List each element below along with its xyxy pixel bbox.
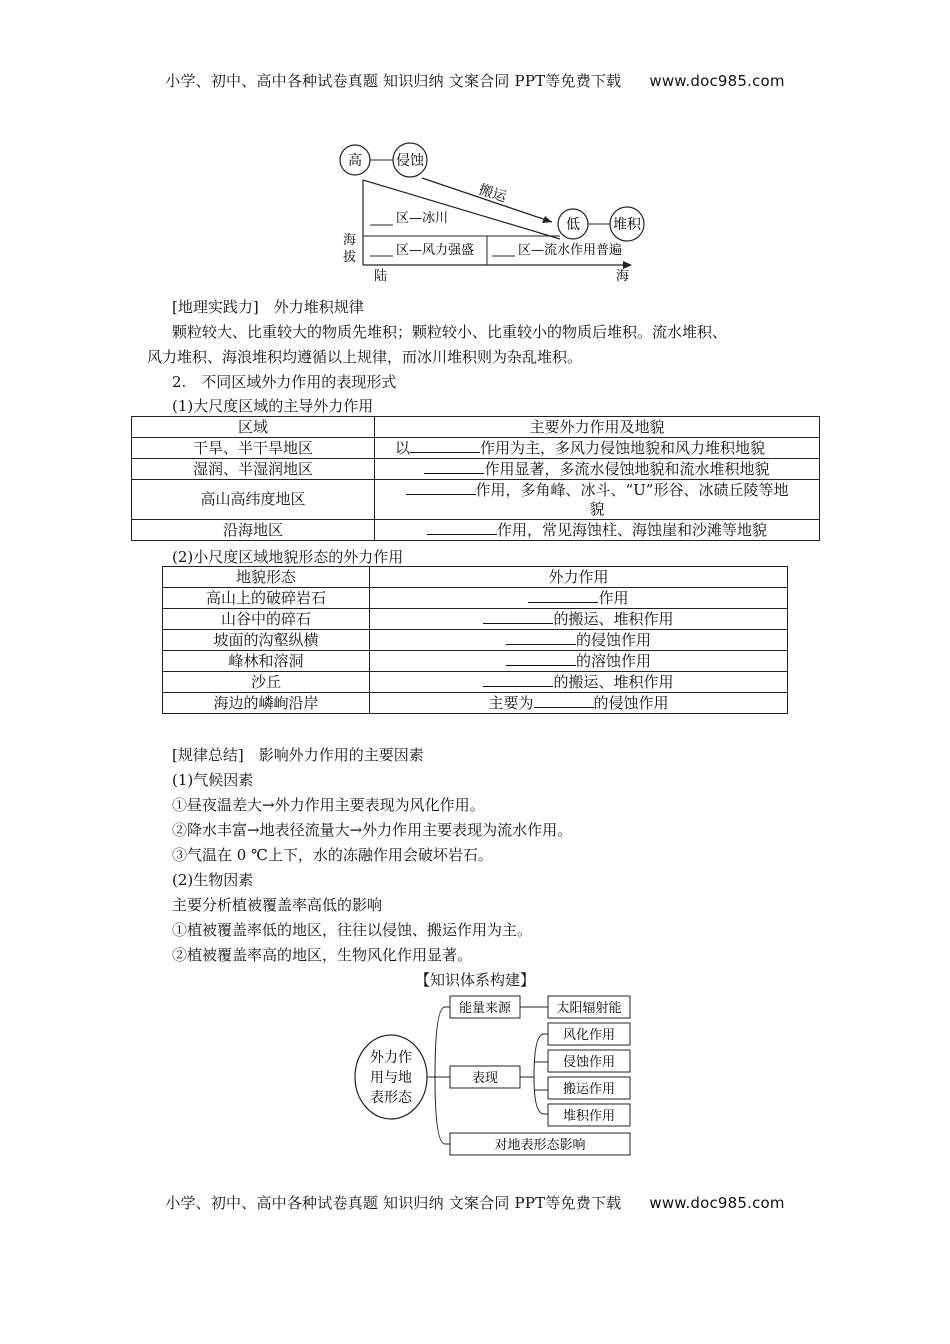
deposition-box: 堆积作用 bbox=[562, 1109, 616, 1124]
summary-c2: ②降水丰富→地表径流量大→外力作用主要表现为流水作用。 bbox=[172, 821, 573, 839]
page-header bbox=[0, 70, 950, 91]
table-row bbox=[163, 630, 788, 651]
center-line2: 用与地 bbox=[370, 1070, 412, 1086]
table1-effect: 作用为主，多风力侵蚀地貌和风力堆积地貌 bbox=[480, 439, 766, 457]
transport-label: 搬运 bbox=[476, 181, 509, 206]
low-label: 低 bbox=[566, 217, 580, 233]
table2-form: 峰林和溶洞 bbox=[163, 651, 370, 672]
practice-line1: 颗粒较大、比重较大的物质先堆积；颗粒较小、比重较小的物质后堆积。流水堆积、 bbox=[172, 323, 728, 341]
table1-header-effect: 主要外力作用及地貌 bbox=[375, 417, 820, 438]
table2-form: 沙丘 bbox=[163, 672, 370, 693]
footer-text: 小学、初中、高中各种试卷真题 知识归纳 文案合同 PPT等免费下载 bbox=[165, 1194, 622, 1212]
table-row bbox=[132, 520, 820, 541]
summary-b1: ①植被覆盖率低的地区，往往以侵蚀、搬运作用为主。 bbox=[172, 921, 533, 939]
practice-line2: 风力堆积、海浪堆积均遵循以上规律，而冰川堆积则为杂乱堆积。 bbox=[147, 348, 583, 366]
summary-title: [规律总结] 影响外力作用的主要因素 bbox=[172, 746, 424, 764]
large-scale-table bbox=[131, 416, 820, 541]
altitude-label-1: 海 bbox=[343, 233, 357, 248]
zone-water-label: 区—流水作用普遍 bbox=[518, 243, 623, 258]
answer-blank[interactable] bbox=[534, 693, 594, 708]
answer-blank[interactable] bbox=[483, 609, 553, 624]
table-row bbox=[163, 651, 788, 672]
impact-box: 对地表形态影响 bbox=[494, 1138, 586, 1153]
center-line3: 表形态 bbox=[370, 1090, 412, 1106]
table2-header-form: 地貌形态 bbox=[163, 567, 370, 588]
table1-region: 湿润、半湿润地区 bbox=[132, 459, 375, 480]
transport-box: 搬运作用 bbox=[562, 1082, 616, 1097]
table-row bbox=[163, 609, 788, 630]
solar-energy-box: 太阳辐射能 bbox=[556, 1001, 622, 1016]
small-scale-table bbox=[162, 566, 788, 714]
summary-b0: 主要分析植被覆盖率高低的影响 bbox=[172, 896, 383, 914]
summary-c3: ③气温在 0 ℃上下，水的冻融作用会破坏岩石。 bbox=[172, 846, 493, 864]
zone-wind-label: 区—风力强盛 bbox=[396, 243, 475, 258]
table2-effect: 作用 bbox=[598, 589, 629, 607]
zone-glacier-label: 区—冰川 bbox=[396, 211, 449, 226]
table2-effect: 的搬运、堆积作用 bbox=[553, 673, 674, 691]
summary-b2: ②植被覆盖率高的地区，生物风化作用显著。 bbox=[172, 946, 473, 964]
answer-blank[interactable] bbox=[406, 480, 476, 495]
weathering-box: 风化作用 bbox=[562, 1028, 616, 1043]
section2-title: 2. 不同区域外力作用的表现形式 bbox=[172, 373, 397, 391]
table2-form: 高山上的破碎岩石 bbox=[163, 588, 370, 609]
energy-source-box: 能量来源 bbox=[458, 1001, 512, 1016]
table1-effect-cont: 貌 bbox=[589, 500, 605, 518]
answer-blank[interactable] bbox=[424, 459, 484, 474]
table2-pre: 主要为 bbox=[488, 694, 534, 712]
erosion-label: 侵蚀 bbox=[396, 153, 424, 169]
deposit-label: 堆积 bbox=[613, 217, 641, 233]
land-label: 陆 bbox=[374, 269, 388, 284]
table1-pre: 以 bbox=[395, 439, 411, 457]
summary-c1: ①昼夜温差大→外力作用主要表现为风化作用。 bbox=[172, 796, 485, 814]
answer-blank[interactable] bbox=[506, 651, 576, 666]
answer-blank[interactable] bbox=[483, 672, 553, 687]
header-site[interactable]: www.doc985.com bbox=[649, 72, 785, 90]
table-row bbox=[163, 672, 788, 693]
section2-sub2: (2)小尺度区域地貌形态的外力作用 bbox=[172, 548, 404, 566]
footer-site[interactable]: www.doc985.com bbox=[649, 1194, 785, 1212]
knowledge-title: 【知识体系构建】 bbox=[414, 971, 535, 989]
section2-sub1: (1)大尺度区域的主导外力作用 bbox=[172, 397, 374, 415]
table2-form: 山谷中的碎石 bbox=[163, 609, 370, 630]
table-row bbox=[163, 693, 788, 714]
header-text: 小学、初中、高中各种试卷真题 知识归纳 文案合同 PPT等免费下载 bbox=[165, 72, 622, 90]
table-row bbox=[132, 438, 820, 459]
summary-climate: (1)气候因素 bbox=[172, 771, 254, 789]
page-footer bbox=[0, 1192, 950, 1213]
table2-effect: 的溶蚀作用 bbox=[575, 652, 651, 670]
answer-blank[interactable] bbox=[528, 588, 598, 603]
table-row bbox=[163, 588, 788, 609]
knowledge-tree bbox=[350, 990, 640, 1162]
summary-bio: (2)生物因素 bbox=[172, 871, 254, 889]
table2-form: 坡面的沟壑纵横 bbox=[163, 630, 370, 651]
table1-effect: 作用，常见海蚀柱、海蚀崖和沙滩等地貌 bbox=[496, 521, 767, 539]
table2-header-effect: 外力作用 bbox=[370, 567, 788, 588]
table-row bbox=[132, 480, 820, 520]
sea-label: 海 bbox=[616, 269, 630, 284]
answer-blank[interactable] bbox=[410, 438, 480, 453]
table2-effect: 的侵蚀作用 bbox=[593, 694, 669, 712]
table1-region: 沿海地区 bbox=[132, 520, 375, 541]
manifestation-box: 表现 bbox=[471, 1071, 499, 1086]
erosion-box: 侵蚀作用 bbox=[562, 1055, 616, 1070]
table1-region: 高山高纬度地区 bbox=[132, 480, 375, 520]
table2-effect: 的侵蚀作用 bbox=[575, 631, 651, 649]
practice-title: [地理实践力] 外力堆积规律 bbox=[172, 298, 364, 316]
table2-effect: 的搬运、堆积作用 bbox=[553, 610, 674, 628]
table-row bbox=[132, 459, 820, 480]
table1-header-region: 区域 bbox=[132, 417, 375, 438]
table1-region: 干旱、半干旱地区 bbox=[132, 438, 375, 459]
table2-form: 海边的嶙峋沿岸 bbox=[163, 693, 370, 714]
table1-effect: 作用显著，多流水侵蚀地貌和流水堆积地貌 bbox=[484, 460, 770, 478]
altitude-label-2: 拔 bbox=[343, 250, 357, 265]
answer-blank[interactable] bbox=[506, 630, 576, 645]
table1-effect: 作用，多角峰、冰斗、“U”形谷、冰碛丘陵等地 bbox=[475, 481, 789, 499]
center-line1: 外力作 bbox=[370, 1050, 412, 1066]
deposition-diagram bbox=[330, 140, 650, 285]
answer-blank[interactable] bbox=[427, 520, 497, 535]
high-label: 高 bbox=[348, 153, 362, 169]
